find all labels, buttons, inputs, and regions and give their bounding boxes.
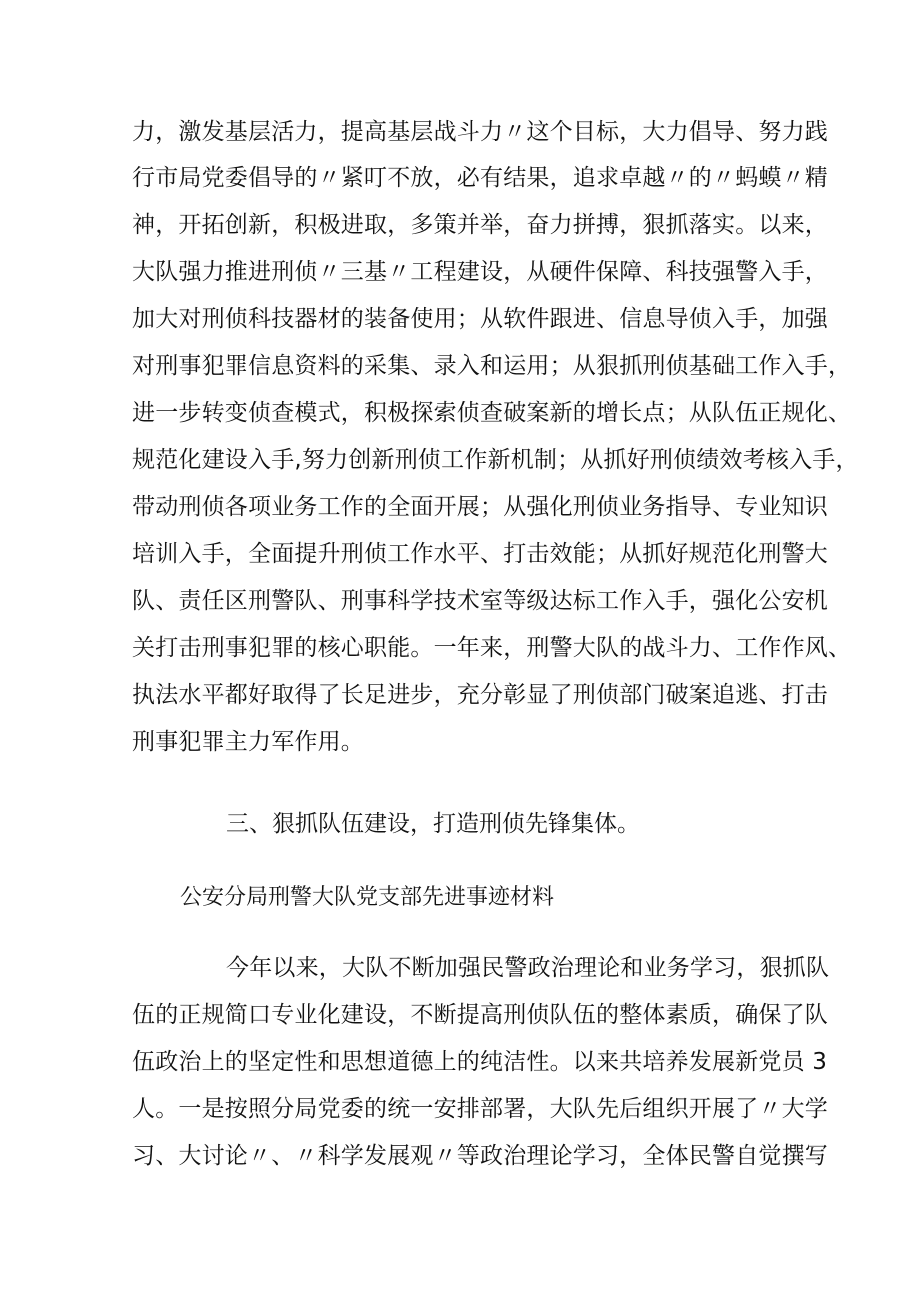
paragraph-1-line-2: 行市局党委倡导的〃紧叮不放，必有结果，追求卓越〃的〃蚂蟆〃精 — [132, 165, 828, 191]
paragraph-2-line-3: 伍政治上的坚定性和思想道德上的纯洁性。以来共培养发展新党员 3 — [132, 1049, 828, 1075]
paragraph-2-line-4: 人。一是按照分局党委的统一安排部署，大队先后组织开展了〃大学 — [132, 1096, 828, 1122]
paragraph-1-line-9: 带动刑侦各项业务工作的全面开展；从强化刑侦业务指导、专业知识 — [132, 494, 828, 520]
paragraph-1-line-5: 加大对刑侦科技器材的装备使用；从软件跟进、信息导侦入手，加强 — [132, 306, 828, 332]
section-heading: 三、狠抓队伍建设，打造刑侦先锋集体。 — [226, 811, 640, 837]
paragraph-1-line-4: 大队强力推进刑侦〃三基〃工程建设，从硬件保障、科技强警入手， — [132, 259, 828, 285]
paragraph-1-line-10: 培训入手，全面提升刑侦工作水平、打击效能；从抓好规范化刑警大 — [132, 541, 828, 567]
paragraph-1-line-14: 刑事犯罪主力军作用。 — [132, 729, 364, 755]
document-subtitle: 公安分局刑警大队党支部先进事迹材料 — [180, 885, 555, 910]
paragraph-1-line-13: 执法水平都好取得了长足进步，充分彰显了刑侦部门破案追逃、打击 — [132, 682, 828, 708]
paragraph-1-line-7: 进一步转变侦查模式，积极探索侦查破案新的增长点；从队伍正规化、 — [132, 400, 852, 426]
paragraph-1-line-8: 规范化建设入手,努力创新刑侦工作新机制；从抓好刑侦绩效考核入手， — [132, 447, 859, 473]
paragraph-2-line-2: 伍的正规简口专业化建设，不断提高刑侦队伍的整体素质，确保了队 — [132, 1002, 828, 1028]
paragraph-1-line-1: 力，激发基层活力，提高基层战斗力〃这个目标，大力倡导、努力践 — [132, 119, 828, 145]
paragraph-2-line-1: 今年以来，大队不断加强民警政治理论和业务学习，狠抓队 — [226, 955, 830, 981]
paragraph-1-line-12: 关打击刑事犯罪的核心职能。一年来，刑警大队的战斗力、工作作风、 — [132, 635, 852, 661]
paragraph-1-line-11: 队、责任区刑警队、刑事科学技术室等级达标工作入手，强化公安机 — [132, 588, 828, 614]
paragraph-1-line-3: 神，开拓创新，积极进取，多策并举，奋力拼搏，狠抓落实。以来， — [132, 212, 828, 238]
paragraph-1-line-6: 对刑事犯罪信息资料的采集、录入和运用；从狠抓刑侦基础工作入手， — [132, 353, 852, 379]
paragraph-2-line-5: 习、大讨论〃、〃科学发展观〃等政治理论学习，全体民警自觉撰写 — [132, 1143, 828, 1169]
